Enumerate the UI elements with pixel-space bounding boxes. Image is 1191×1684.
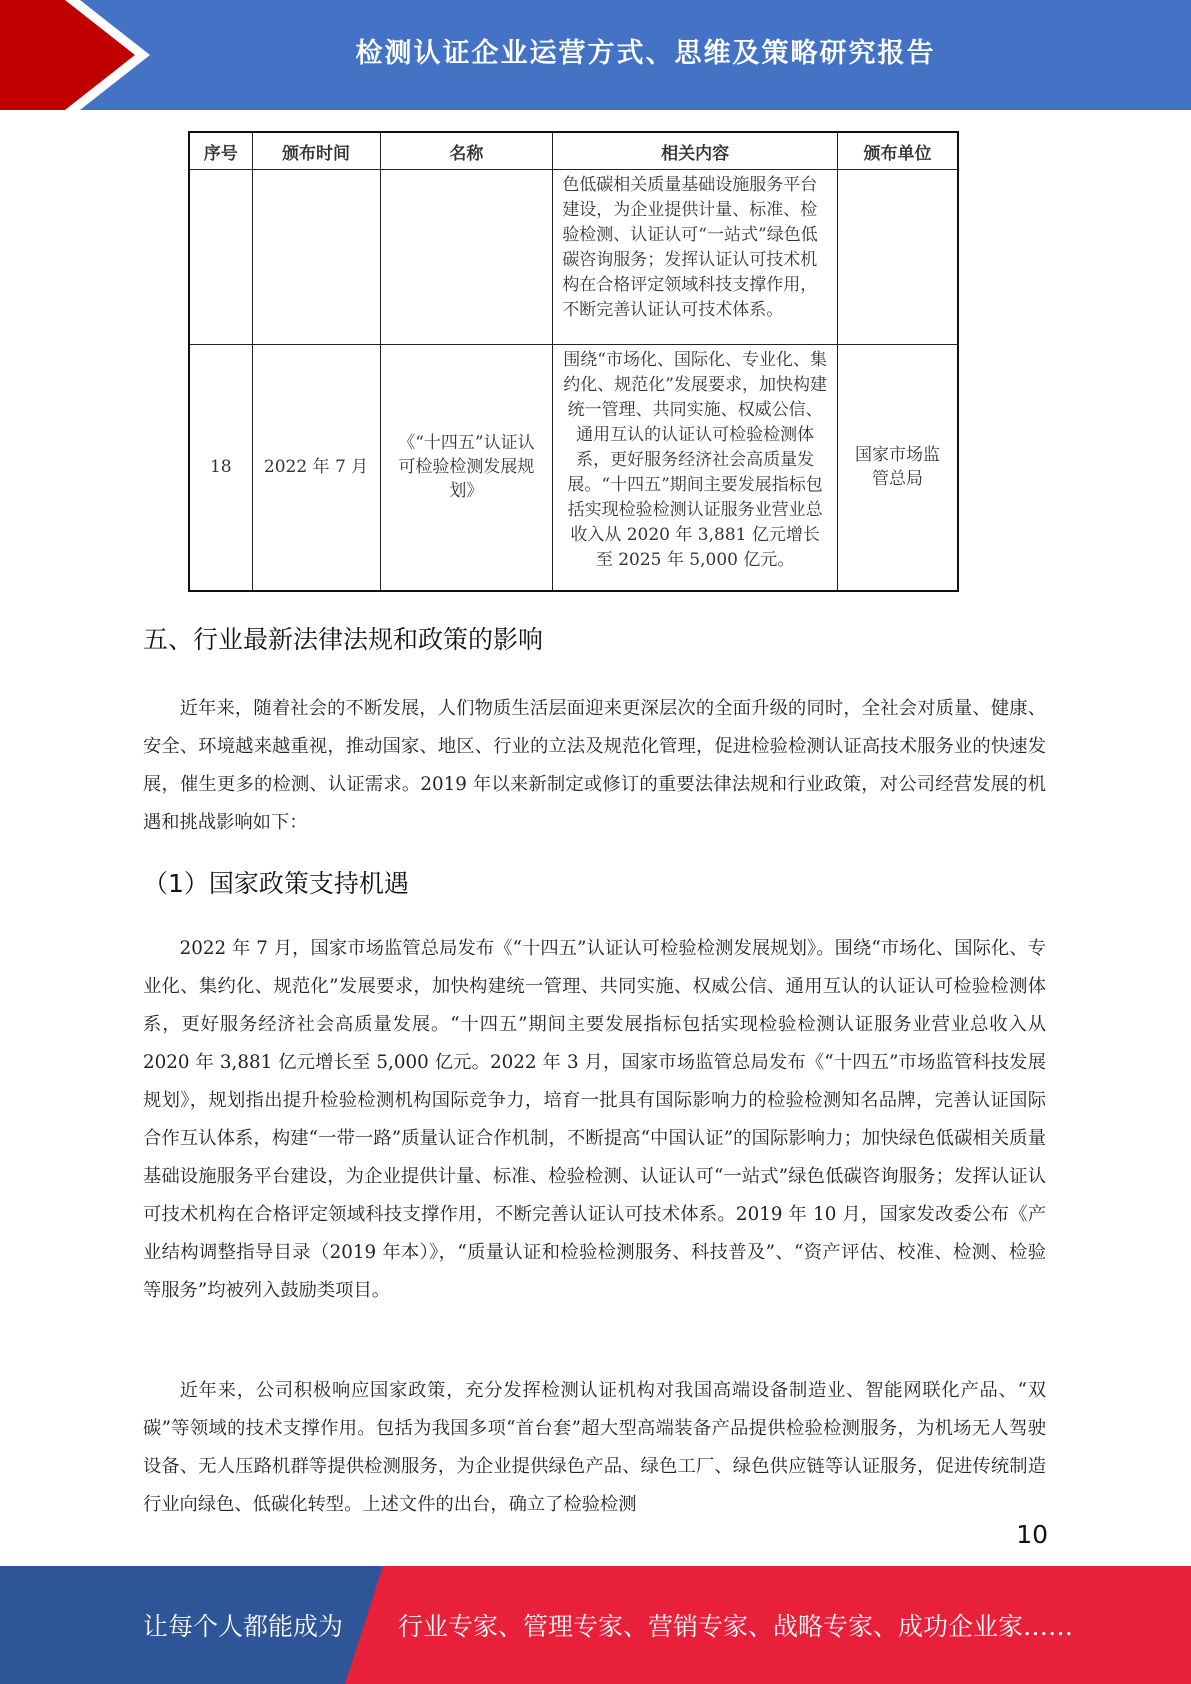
footer-slogan-left: 让每个人都能成为 [143,1612,344,1641]
footer-slogan-right: 行业专家、管理专家、营销专家、战略专家、成功企业家…… [398,1612,1074,1641]
header-date: 颁布时间 [252,132,380,170]
header-no: 序号 [189,132,252,170]
table-header-row [189,132,958,170]
cell-name [380,170,553,345]
footer-banner [0,1566,1191,1684]
section-heading: 五、行业最新法律法规和政策的影响 [143,625,544,654]
policy-paragraph: 2022 年 7 月，国家市场监管总局发布《“十四五”认证认可检验检测发展规划》。围绕“市场化、国际化、专业化、集约化、规范化”发展要求，加快构建统一管理、共同实施、权威公信、通用互认的认证认可检验检测体系，更好服务经济社会高质量发展。“十四五”期间主要发展指标包括实现检验检测认证服务业营业总收入从 2020 年 3,881 亿元增长至 5,000 亿元。2022 年 3 月，国家市场监管总局发布《“十四五”市场监管科技发展规划》，规划指出提升检验检测机构国际竞争力，培育一批具有国际影响力的检验检测知名品牌，完善认证国际合作互认体系，构建“一带一路”质量认证合作机制，不断提高“中国认证”的国际影响力；加快绿色低碳相关质量基础设施服务平台建设，为企业提供计量、标准、检验检测、认证认可“一站式”绿色低碳咨询服务；发挥认证认可技术机构在合格评定领域科技支撑作用，不断完善认证认可技术体系。2019 年 10 月，国家发改委公布《产业结构调整指导目录（2019 年本）》，“质量认证和检验检测服务、科技普及”、“资产评估、校准、检测、检验等服务”均被列入鼓励类项目。 [143,938,1046,1301]
sub-heading: （1）国家政策支持机遇 [143,869,409,898]
cell-name: 《“十四五”认证认可检验检测发展规划》 [380,345,553,591]
header-content: 相关内容 [553,132,838,170]
table-row [189,170,958,345]
header-banner [0,0,1191,110]
cell-no: 18 [189,345,252,591]
company-paragraph: 近年来，公司积极响应国家政策，充分发挥检测认证机构对我国高端设备制造业、智能网联化产品、“双碳”等领域的技术支撑作用。包括为我国多项“首台套”超大型高端装备产品提供检验检测服务，为机场无人驾驶设备、无人压路机群等提供检测服务，为企业提供绿色产品、绿色工厂、绿色供应链等认证服务，促进传统制造行业向绿色、低碳化转型。上述文件的出台，确立了检验检测 [143,1380,1046,1515]
page-number: 10 [1016,1520,1048,1549]
header-chevron-icon [0,0,160,110]
intro-paragraph: 近年来，随着社会的不断发展，人们物质生活层面迎来更深层次的全面升级的同时，全社会对质量、健康、安全、环境越来越重视，推动国家、地区、行业的立法及规范化管理，促进检验检测认证高技术服务业的快速发展，催生更多的检测、认证需求。2019 年以来新制定或修订的重要法律法规和行业政策，对公司经营发展的机遇和挑战影响如下： [143,698,1046,833]
cell-date [252,170,380,345]
regulation-table [188,131,959,592]
header-org: 颁布单位 [837,132,958,170]
cell-org [837,170,958,345]
cell-content: 色低碳相关质量基础设施服务平台建设，为企业提供计量、标准、检验检测、认证认可“一站式”绿色低碳咨询服务；发挥认证认可技术机构在合格评定领域科技支撑作用，不断完善认证认可技术体系。 [553,170,838,345]
cell-no [189,170,252,345]
cell-date: 2022 年 7 月 [252,345,380,591]
table-row [189,345,958,591]
cell-content: 围绕“市场化、国际化、专业化、集约化、规范化”发展要求，加快构建统一管理、共同实施、权威公信、通用互认的认证认可检验检测体系，更好服务经济社会高质量发展。“十四五”期间主要发展指标包括实现检验检测认证服务业营业总收入从 2020 年 3,881 亿元增长至 2025 年 5,000 亿元。 [553,345,838,591]
cell-org: 国家市场监管总局 [837,345,958,591]
report-title: 检测认证企业运营方式、思维及策略研究报告 [355,37,936,69]
header-name: 名称 [380,132,553,170]
